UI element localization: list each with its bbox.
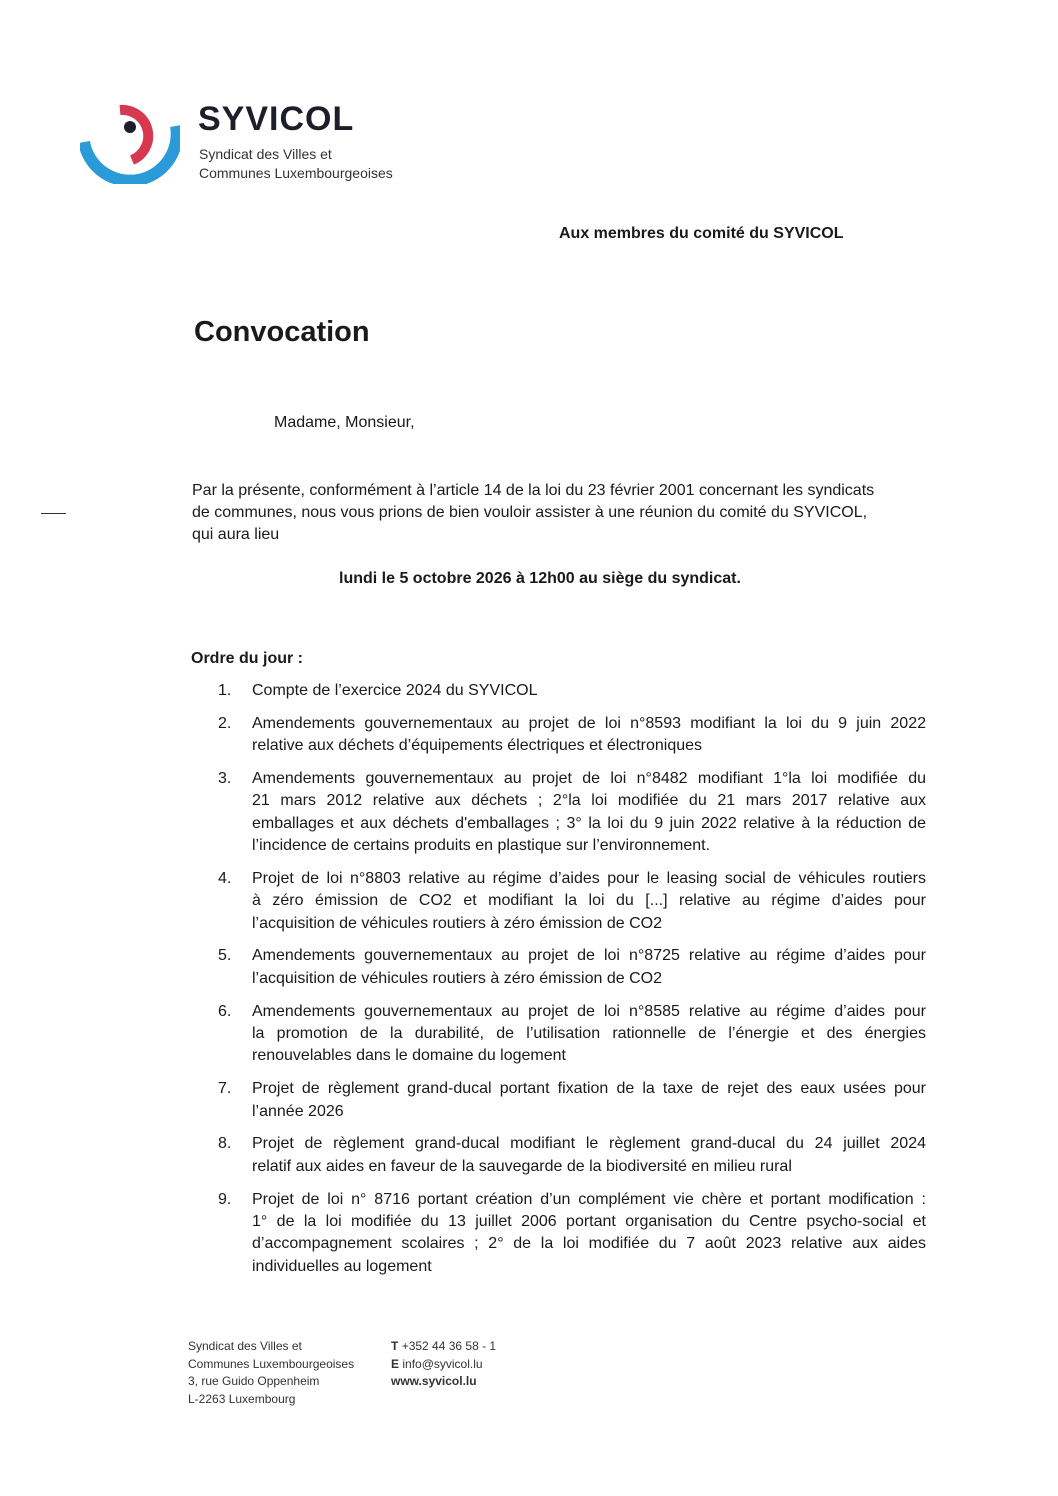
- logo-dot: [124, 121, 136, 133]
- body-line: qui aura lieu: [192, 526, 280, 543]
- agenda-item-number: 9.: [218, 1190, 232, 1208]
- agenda-item: [218, 680, 926, 702]
- agenda-item-number: 1.: [218, 682, 232, 699]
- footer-address-line: 3, rue Guido Oppenheim: [188, 1374, 320, 1388]
- phone-number: +352 44 36 58 - 1: [401, 1339, 497, 1353]
- agenda-item-line: Projet de règlement grand-ducal portant fixation de la taxe de rejet des eaux usées pour: [252, 1080, 926, 1098]
- agenda-item-line: Amendements gouvernementaux au projet de loi n°8482 modifiant 1°la loi modifiée du: [252, 769, 926, 787]
- agenda-item-line: Projet de règlement grand-ducal modifiant le règlement grand-ducal du 24 juillet 2024: [252, 1135, 926, 1153]
- footer-address-line: Syndicat des Villes et: [188, 1339, 302, 1353]
- agenda-item-line: 21 mars 2012 relative aux déchets ; 2°la loi modifiée du 21 mars 2017 relative aux: [252, 792, 926, 810]
- agenda-item-line: Amendements gouvernementaux au projet de loi n°8725 relative au régime d’aides pour: [252, 947, 926, 965]
- agenda-item-line: relatif aux aides en faveur de la sauvegarde de la biodiversité en milieu rural: [252, 1157, 792, 1175]
- email-link[interactable]: info@syvicol.lu: [402, 1356, 483, 1371]
- salutation: Madame, Monsieur,: [274, 414, 415, 431]
- agenda-item-number: 7.: [218, 1080, 232, 1098]
- agenda-item-line: la promotion de la durabilité, de l’utilisation rationnelle de l’énergie et des énergies: [252, 1025, 926, 1043]
- email-label: E: [391, 1356, 400, 1371]
- agenda-item-line: l’année 2026: [252, 1102, 344, 1120]
- logo-red-arc: [120, 110, 148, 160]
- website-link[interactable]: www.syvicol.lu: [391, 1374, 477, 1388]
- agenda-item: [218, 1133, 926, 1178]
- agenda-item-number: 3.: [218, 769, 232, 787]
- agenda-list: [218, 680, 926, 1289]
- agenda-item-line: Projet de loi n° 8716 portant création d’un complément vie chère et portant modification :: [252, 1190, 926, 1208]
- footer-website: [391, 1373, 496, 1391]
- meeting-date: lundi le 5 octobre 2026 à 12h00 au siège du syndicat.: [339, 570, 741, 587]
- agenda-item-number: 4.: [218, 869, 232, 887]
- agenda-item-line: Amendements gouvernementaux au projet de loi n°8585 relative au régime d’aides pour: [252, 1002, 926, 1020]
- footer-address-line: L-2263 Luxembourg: [188, 1391, 296, 1406]
- brand-subtitle-line: Syndicat des Villes et: [199, 146, 332, 162]
- agenda-item: [218, 1001, 926, 1068]
- agenda-item: [218, 945, 926, 990]
- recipient: Aux membres du comité du SYVICOL: [559, 225, 844, 242]
- agenda-item-line: Compte de l’exercice 2024 du SYVICOL: [252, 682, 538, 699]
- agenda-item-number: 6.: [218, 1002, 232, 1020]
- agenda-item-number: 5.: [218, 947, 232, 965]
- agenda-item-number: 2.: [218, 714, 232, 732]
- agenda-item: [218, 1078, 926, 1123]
- agenda-item: [218, 1189, 926, 1279]
- agenda-item: [218, 713, 926, 758]
- agenda-item: [218, 768, 926, 858]
- footer-address-line: Communes Luxembourgeoises: [188, 1356, 355, 1371]
- brand-subtitle: [199, 145, 393, 183]
- body-line: Par la présente, conformément à l’article 14 de la loi du 23 février 2001 concernant les syndicats: [192, 482, 875, 499]
- body-paragraph: [192, 480, 912, 546]
- agenda-item-line: Amendements gouvernementaux au projet de loi n°8593 modifiant la loi du 9 juin 2022: [252, 714, 926, 732]
- agenda-item-line: renouvelables dans le domaine du logement: [252, 1047, 566, 1065]
- agenda-item-line: 1° de la loi modifiée du 13 juillet 2006 portant organisation du Centre psycho-social et: [252, 1212, 926, 1230]
- agenda-item-line: l’acquisition de véhicules routiers à zéro émission de CO2: [252, 969, 662, 987]
- body-line: de communes, nous vous prions de bien vouloir assister à une réunion du comité du SYVICOL,: [192, 504, 868, 521]
- brand-name: SYVICOL: [198, 100, 355, 138]
- agenda-title: Ordre du jour :: [191, 650, 303, 667]
- agenda-item: [218, 868, 926, 935]
- syvicol-logo: [80, 96, 180, 184]
- agenda-item-line: l’incidence de certains produits en plastique sur l’environnement.: [252, 837, 711, 855]
- footer-address: [188, 1338, 354, 1408]
- agenda-item-line: à zéro émission de CO2 et modifiant la loi du [...] relative au régime d’aides pour: [252, 892, 926, 910]
- logo-blue-arc: [84, 126, 177, 181]
- agenda-item-number: 8.: [218, 1135, 232, 1153]
- agenda-item-line: Projet de loi n°8803 relative au régime d’aides pour le leasing social de véhicules routiers: [252, 869, 926, 887]
- agenda-item-line: emballages et aux déchets d'emballages ; 3° la loi du 9 juin 2022 relative à la réduction de: [252, 814, 926, 832]
- fold-mark: [41, 513, 66, 514]
- footer-phone: [391, 1338, 496, 1356]
- agenda-item-line: individuelles au logement: [252, 1257, 432, 1275]
- brand-subtitle-line: Communes Luxembourgeoises: [199, 165, 393, 181]
- document-title: Convocation: [194, 316, 370, 348]
- footer-email: [391, 1356, 496, 1374]
- footer-contact: [391, 1338, 496, 1391]
- agenda-item-line: relative aux déchets d’équipements électriques et électroniques: [252, 737, 703, 755]
- phone-label: T: [391, 1339, 399, 1353]
- agenda-item-line: l’acquisition de véhicules routiers à zéro émission de CO2: [252, 914, 662, 932]
- agenda-item-line: d’accompagnement scolaires ; 2° de la loi modifiée du 7 août 2023 relative aux aides: [252, 1235, 926, 1253]
